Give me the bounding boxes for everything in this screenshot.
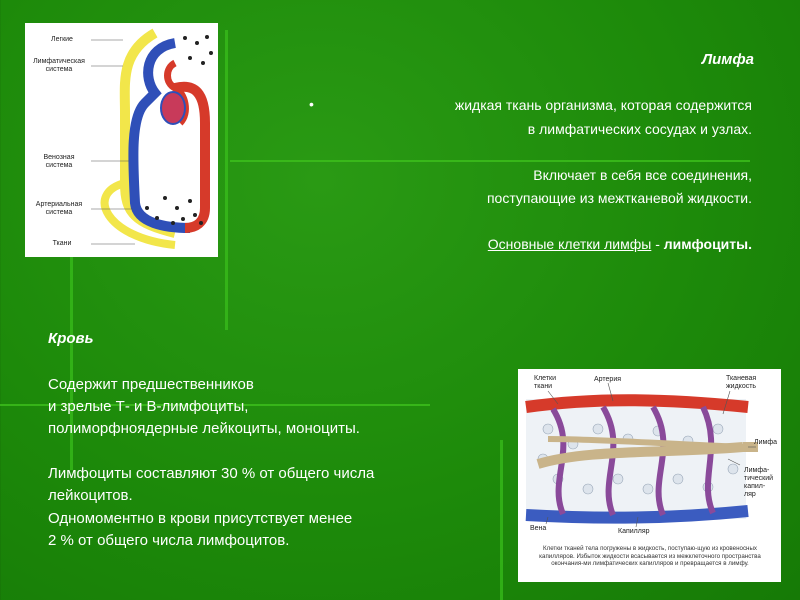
- bullet: •: [309, 96, 314, 112]
- lymph-line-4: поступающие из межтканевой жидкости.: [486, 190, 752, 206]
- figure-caption: Клетки тканей тела погружены в жидкость, поступаю-щую из кровеносных капилляров. Избыток жидкости всасывается из межклеточного пространства окончания-ми лимфатических капилляров и превращается в лимфу.: [539, 545, 761, 567]
- lymph-title: Лимфа: [701, 51, 754, 68]
- label-lymph-system-1: Лимфатическая: [33, 58, 85, 65]
- blood-line-1: Содержит предшественников: [48, 376, 254, 393]
- label-tissue-cells-2: ткани: [534, 383, 553, 390]
- label-tissues: Ткани: [52, 240, 72, 247]
- decor-stem: [500, 440, 503, 600]
- label-capillary: Капилляр: [618, 528, 650, 535]
- label-lungs: Легкие: [51, 36, 73, 43]
- label-fluid-2: жидкость: [726, 383, 757, 390]
- decor-ray: [230, 160, 750, 162]
- main-cells-value: лимфоциты.: [663, 236, 752, 252]
- blood-line-2: и зрелые Т- и В-лимфоциты,: [48, 398, 249, 415]
- main-cells-dash: -: [651, 236, 664, 252]
- label-lymph-capillary-4: ляр: [744, 491, 756, 498]
- main-cells-line: [488, 236, 752, 252]
- circulation-diagram: [25, 23, 218, 257]
- label-vein: Вена: [530, 525, 547, 532]
- lymph-line-3: Включает в себя все соединения,: [533, 167, 752, 183]
- capillary-diagram: [518, 369, 781, 582]
- label-lymph-capillary-2: тический: [744, 475, 774, 482]
- label-arterial-1: Артериальная: [35, 201, 83, 208]
- label-fluid-1: Тканевая: [726, 375, 757, 382]
- label-arterial-2: система: [45, 209, 73, 216]
- label-venous-1: Венозная: [43, 154, 75, 161]
- label-tissue-cells-1: Клетки: [534, 375, 557, 382]
- blood-line-4: Лимфоциты составляют 30 % от общего числа: [48, 465, 375, 482]
- blood-line-5: лейкоцитов.: [48, 487, 133, 504]
- label-lymph-capillary-3: капил-: [744, 483, 766, 490]
- label-lymph-capillary-1: Лимфа-: [744, 467, 770, 474]
- blood-title: Кровь: [48, 330, 94, 347]
- decor-stem: [225, 30, 228, 330]
- blood-line-6: Одномоментно в крови присутствует менее: [48, 510, 353, 527]
- label-lymph-system-2: система: [45, 66, 73, 73]
- blood-line-7: 2 % от общего числа лимфоцитов.: [48, 532, 290, 549]
- label-venous-2: система: [45, 162, 73, 169]
- lymph-line-2: в лимфатических сосудах и узлах.: [527, 121, 752, 137]
- blood-line-3: полиморфноядерные лейкоциты, моноциты.: [48, 420, 360, 437]
- label-artery: Артерия: [594, 376, 622, 383]
- label-lymph: Лимфа: [754, 439, 777, 446]
- lymph-line-1: жидкая ткань организма, которая содержится: [454, 97, 752, 113]
- main-cells-link[interactable]: Основные клетки лимфы: [487, 236, 652, 252]
- capillary-drawing: [518, 369, 781, 544]
